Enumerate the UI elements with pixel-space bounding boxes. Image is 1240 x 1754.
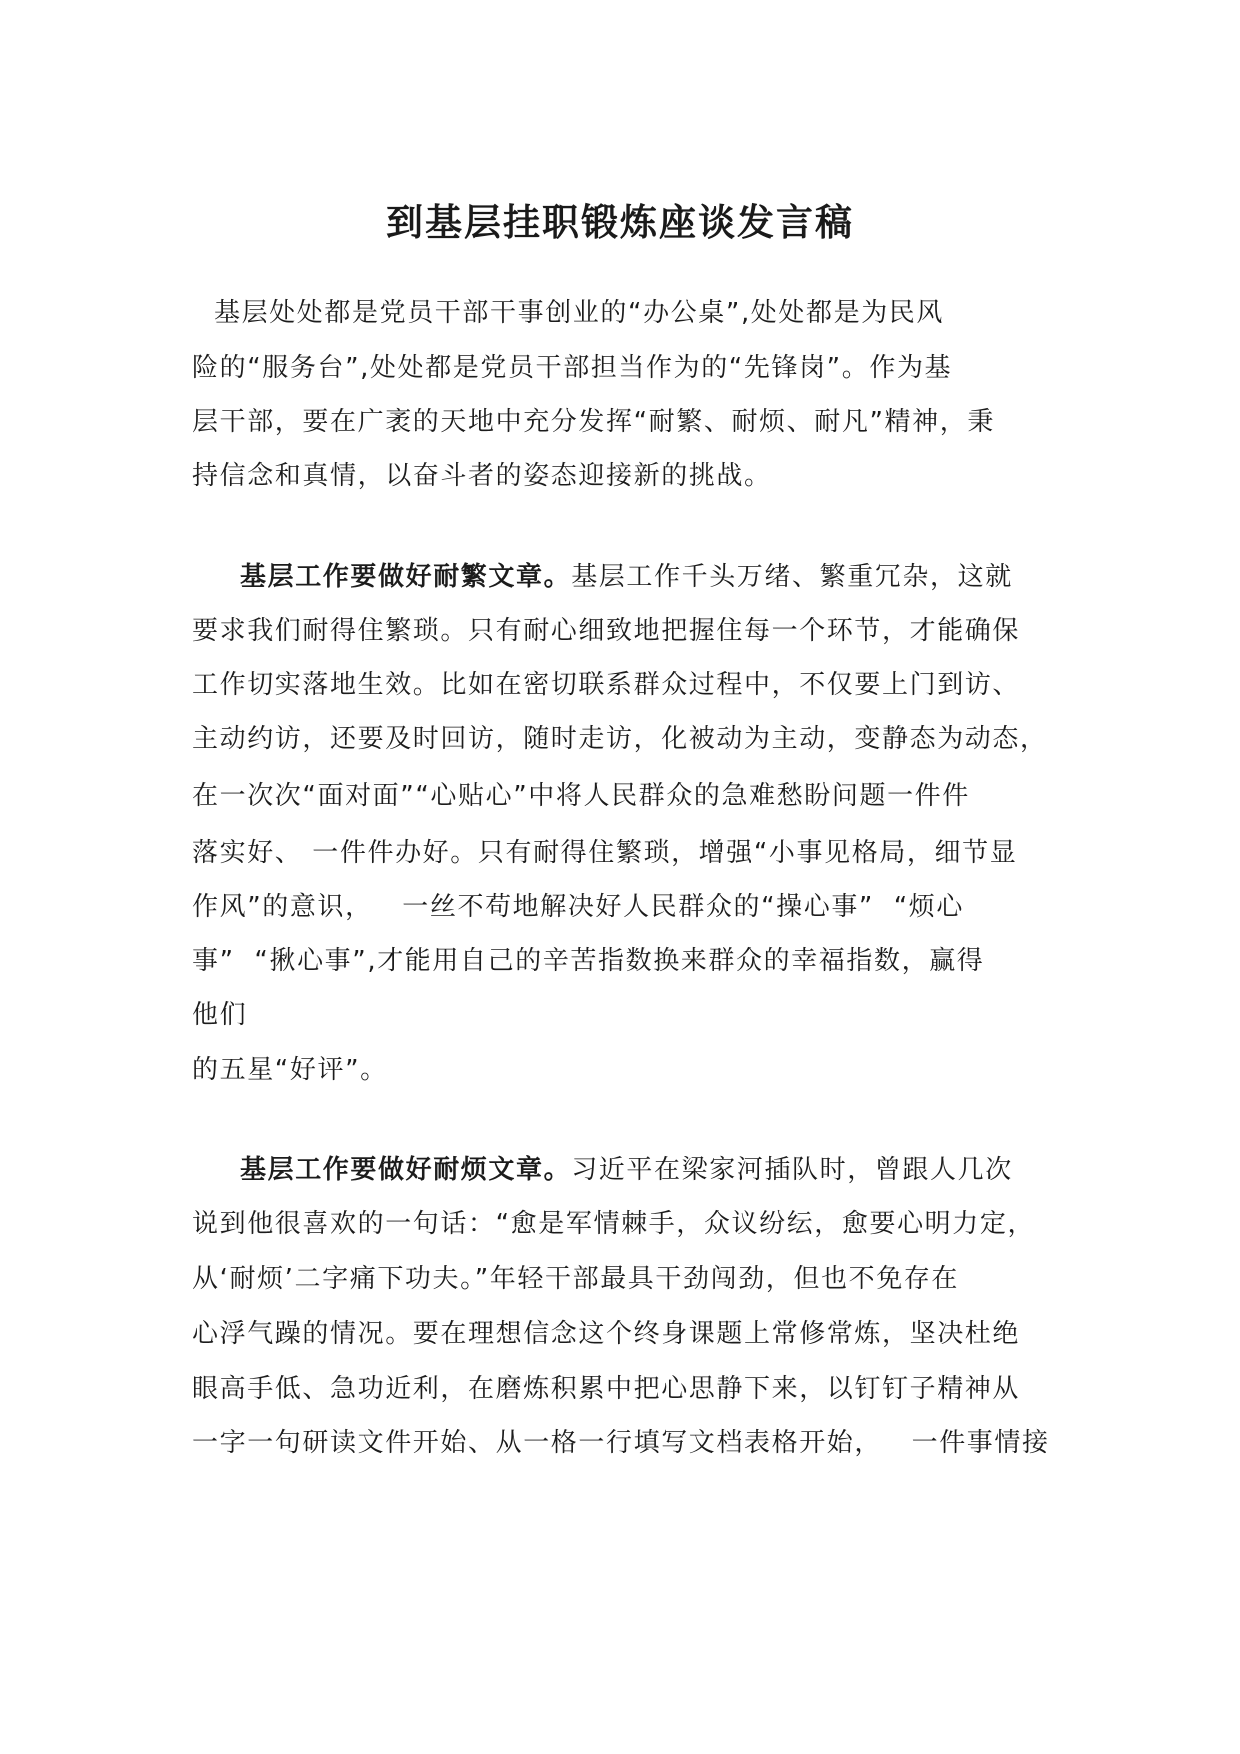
paragraph-3-line-2: 说到他很喜欢的一句话：“愈是军情棘手，众议纷纭，愈要心明力定， xyxy=(192,1209,1036,1239)
paragraph-2-first-line-text: 基层工作千头万绪、繁重冗杂，这就 xyxy=(571,562,1013,592)
paragraph-3-heading: 基层工作要做好耐烦文章。 xyxy=(240,1155,572,1185)
paragraph-3-line-5: 眼高手低、急功近利，在磨炼积累中把心思静下来，以钉钉子精神从 xyxy=(192,1374,1021,1404)
paragraph-2-line-5: 在一次次“面对面”“心贴心”中将人民群众的急难愁盼问题一件件 xyxy=(192,781,970,811)
paragraph-2-line-1 xyxy=(240,559,1013,595)
paragraph-1-line-4: 持信念和真情，以奋斗者的姿态迎接新的挑战。 xyxy=(192,461,772,491)
paragraph-2-line-3: 工作切实落地生效。比如在密切联系群众过程中，不仅要上门到访、 xyxy=(192,670,1021,700)
paragraph-3-line-1 xyxy=(240,1152,1013,1188)
paragraph-3-line-6: 一字一句研读文件开始、从一格一行填写文档表格开始， 一件事情接 xyxy=(192,1428,1050,1458)
paragraph-1-line-3: 层干部，要在广袤的天地中充分发挥“耐繁、耐烦、耐凡”精神，秉 xyxy=(192,407,995,437)
paragraph-1-line-2: 险的“服务台”,处处都是党员干部担当作为的“先锋岗”。作为基 xyxy=(192,353,953,383)
paragraph-2-line-6: 落实好、 一件件办好。只有耐得住繁琐，增强“小事见格局，细节显 xyxy=(192,838,1018,868)
paragraph-3-first-line-text: 习近平在梁家河插队时，曾跟人几次 xyxy=(571,1155,1013,1185)
paragraph-2-line-9: 他们 xyxy=(192,1000,248,1030)
paragraph-1-line-1: 基层处处都是党员干部干事创业的“办公桌”,处处都是为民风 xyxy=(214,298,945,328)
paragraph-3-line-4: 心浮气躁的情况。要在理想信念这个终身课题上常修常炼，坚决杜绝 xyxy=(192,1319,1021,1349)
paragraph-2-heading: 基层工作要做好耐繁文章。 xyxy=(240,562,572,592)
paragraph-2-line-10: 的五星“好评”。 xyxy=(192,1055,388,1085)
paragraph-2-line-8: 事” “揪心事”,才能用自己的辛苦指数换来群众的幸福指数，赢得 xyxy=(192,946,985,976)
paragraph-2-line-7: 作风”的意识， 一丝不苟地解决好人民群众的“操心事” “烦心 xyxy=(192,892,965,922)
document-title: 到基层挂职锻炼座谈发言稿 xyxy=(386,200,854,244)
paragraph-3-line-3: 从‘耐烦’二字痛下功夫。”年轻干部最具干劲闯劲，但也不免存在 xyxy=(192,1264,959,1294)
paragraph-2-line-4: 主动约访，还要及时回访，随时走访，化被动为主动，变静态为动态， xyxy=(192,724,1048,754)
paragraph-2-line-2: 要求我们耐得住繁琐。只有耐心细致地把握住每一个环节，才能确保 xyxy=(192,616,1021,646)
